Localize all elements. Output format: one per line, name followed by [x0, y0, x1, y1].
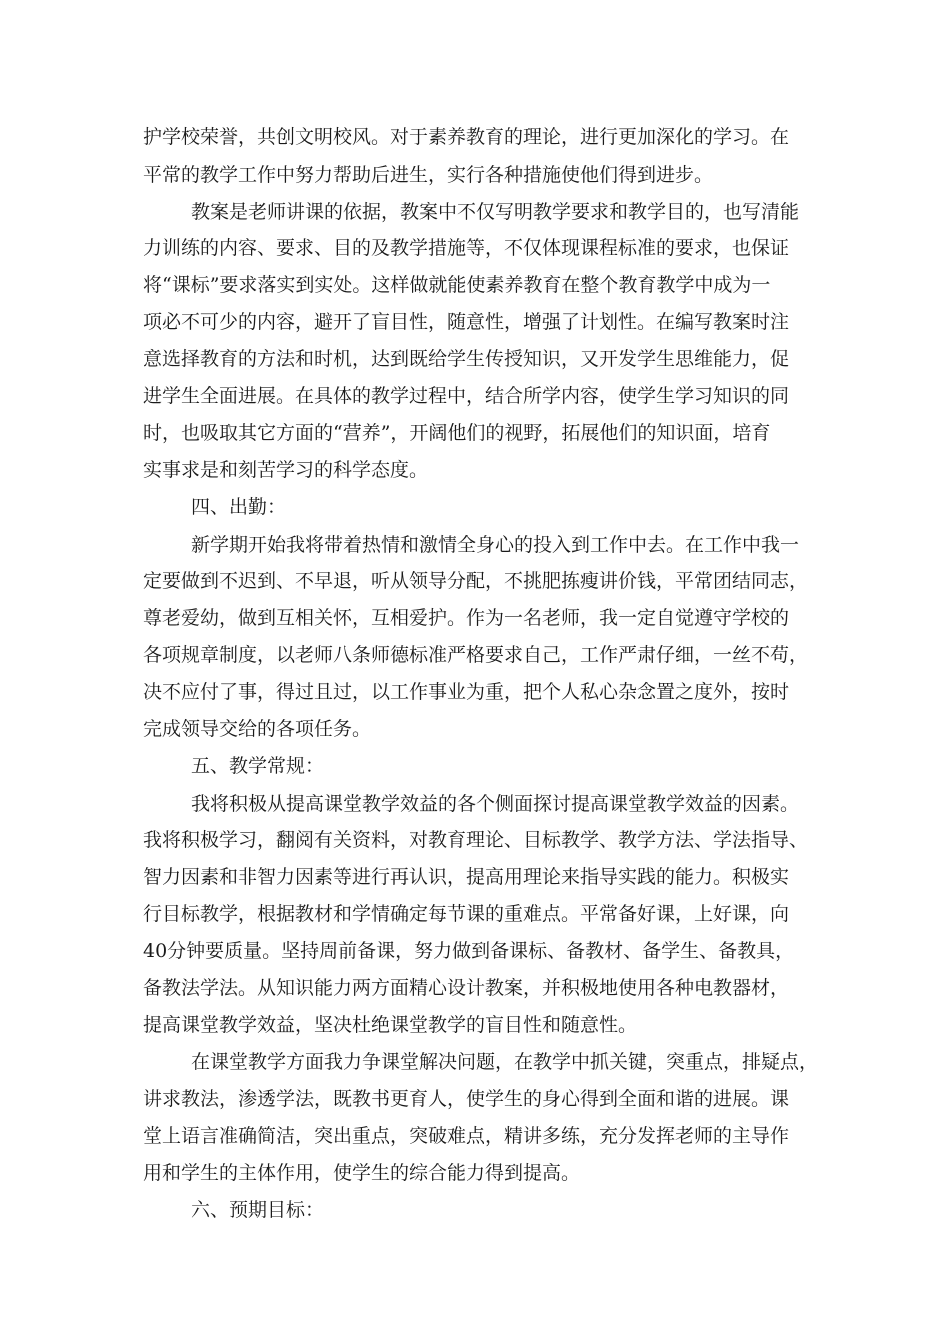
text-line: 决不应付了事，得过且过，以工作事业为重，把个人私心杂念置之度外，按时: [143, 681, 790, 703]
text-line: 时，也吸取其它方面的“营养”，开阔他们的视野，拓展他们的知识面，培育: [143, 422, 771, 444]
text-line: 教案是老师讲课的依据，教案中不仅写明教学要求和教学目的，也写清能: [191, 201, 800, 223]
section-heading: 四、出勤：: [191, 496, 287, 518]
text-line: 护学校荣誉，共创文明校风。对于素养教育的理论，进行更加深化的学习。在: [143, 126, 790, 148]
text-line: 讲求教法，渗透学法，既教书更育人，使学生的身心得到全面和谐的进展。课: [143, 1088, 790, 1110]
text-line: 完成领导交给的各项任务。: [143, 718, 372, 740]
text-line: 在课堂教学方面我力争课堂解决问题，在教学中抓关键，突重点，排疑点，: [191, 1051, 819, 1073]
text-line: 我将积极从提高课堂教学效益的各个侧面探讨提高课堂教学效益的因素。: [191, 793, 800, 815]
text-line: 40分钟要质量。坚持周前备课，努力做到备课标、备教材、备学生、备教具，: [143, 940, 795, 962]
section-heading: 五、教学常规：: [191, 755, 325, 777]
text-line: 实事求是和刻苦学习的科学态度。: [143, 459, 429, 481]
text-line: 备教法学法。从知识能力两方面精心设计教案，并积极地使用各种电教器材，: [143, 977, 790, 999]
text-line: 智力因素和非智力因素等进行再认识，提高用理论来指导实践的能力。积极实: [143, 866, 790, 888]
text-line: 尊老爱幼，做到互相关怀，互相爱护。作为一名老师，我一定自觉遵守学校的: [143, 607, 790, 629]
text-line: 堂上语言准确简洁，突出重点，突破难点，精讲多练，充分发挥老师的主导作: [143, 1125, 790, 1147]
section-heading: 六、预期目标：: [191, 1199, 325, 1221]
text-line: 定要做到不迟到、不早退，听从领导分配，不挑肥拣瘦讲价钱，平常团结同志，: [143, 570, 809, 592]
text-line: 行目标教学，根据教材和学情确定每节课的重难点。平常备好课，上好课，向: [143, 903, 790, 925]
text-line: 平常的教学工作中努力帮助后进生，实行各种措施使他们得到进步。: [143, 164, 714, 186]
text-line: 意选择教育的方法和时机，达到既给学生传授知识，又开发学生思维能力，促: [143, 348, 790, 370]
text-line: 进学生全面进展。在具体的教学过程中，结合所学内容，使学生学习知识的同: [143, 385, 790, 407]
text-line: 我将积极学习，翻阅有关资料，对教育理论、目标教学、教学方法、学法指导、: [143, 829, 809, 851]
text-line: 用和学生的主体作用，使学生的综合能力得到提高。: [143, 1162, 581, 1184]
text-line: 项必不可少的内容，避开了盲目性，随意性，增强了计划性。在编写教案时注: [143, 311, 790, 333]
text-line: 各项规章制度，以老师八条师德标准严格要求自己，工作严肃仔细，一丝不苟，: [143, 644, 809, 666]
text-line: 力训练的内容、要求、目的及教学措施等，不仅体现课程标准的要求，也保证: [143, 237, 790, 259]
text-line: 将“课标”要求落实到实处。这样做就能使素养教育在整个教育教学中成为一: [143, 274, 771, 296]
text-line: 提高课堂教学效益，坚决杜绝课堂教学的盲目性和随意性。: [143, 1014, 638, 1036]
text-line: 新学期开始我将带着热情和激情全身心的投入到工作中去。在工作中我一: [191, 534, 800, 556]
